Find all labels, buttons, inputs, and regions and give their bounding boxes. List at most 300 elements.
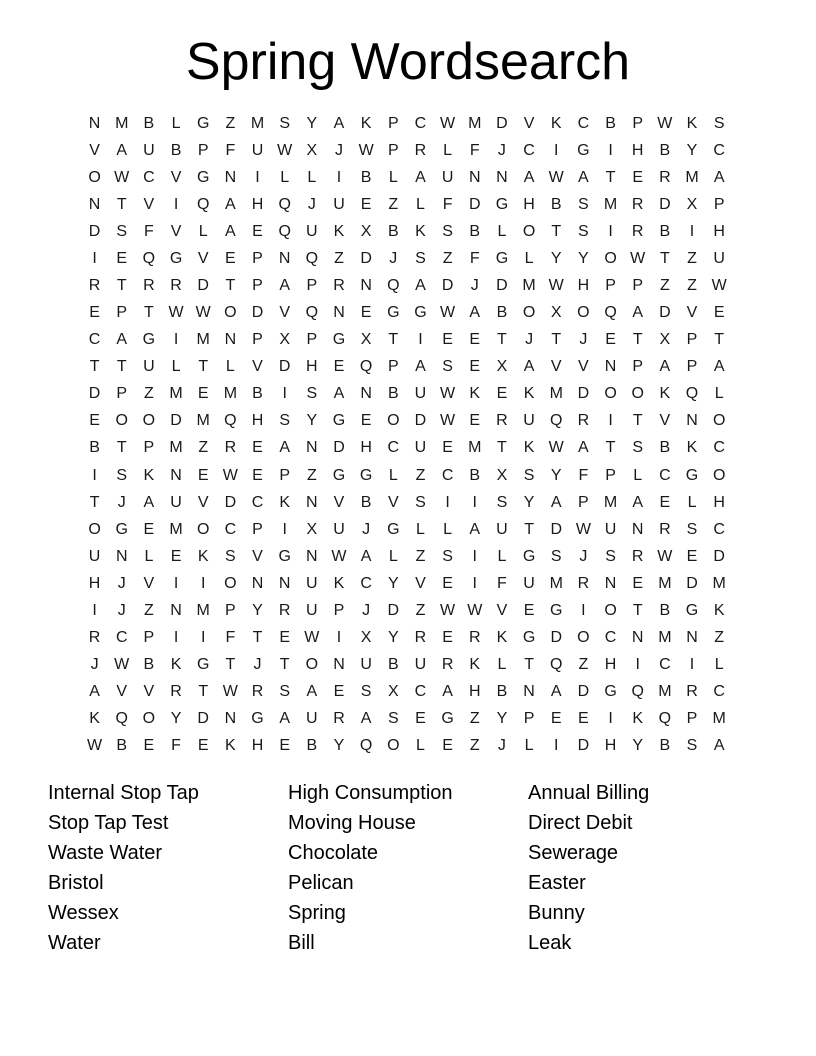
grid-letter: U <box>333 195 345 213</box>
grid-letter: T <box>524 520 534 538</box>
word-list-item: Moving House <box>288 811 416 834</box>
grid-letter: N <box>631 520 644 538</box>
grid-letter: M <box>658 683 672 701</box>
grid-letter: R <box>659 168 671 186</box>
grid-letter: Y <box>550 466 562 484</box>
grid-letter: S <box>686 520 698 538</box>
grid-letter: H <box>631 141 644 159</box>
grid-letter: U <box>306 574 318 592</box>
grid-letter: M <box>549 574 563 592</box>
grid-letter: Z <box>415 601 426 619</box>
grid-letter: I <box>200 629 206 647</box>
grid-letter: O <box>712 412 726 430</box>
grid-letter: T <box>551 331 562 349</box>
wordsearch-grid <box>81 110 733 760</box>
grid-letter: P <box>252 331 263 349</box>
grid-letter: Q <box>142 249 156 267</box>
grid-letter: I <box>336 629 342 647</box>
grid-letter: A <box>632 493 644 511</box>
grid-letter: T <box>632 601 643 619</box>
grid-letter: U <box>88 547 101 565</box>
grid-letter: E <box>442 331 453 349</box>
grid-letter: N <box>88 195 101 213</box>
grid-letter: D <box>577 385 590 403</box>
grid-letter: S <box>225 547 236 565</box>
grid-letter: G <box>577 141 590 159</box>
word-list-item: Bill <box>288 931 315 954</box>
grid-letter: C <box>659 466 671 484</box>
grid-letter: C <box>659 656 671 674</box>
word-list-item: Waste Water <box>48 841 163 864</box>
grid-letter: R <box>333 277 345 294</box>
grid-letter: P <box>116 385 128 403</box>
grid-letter: N <box>360 277 372 294</box>
grid-letter: W <box>87 737 103 755</box>
grid-letter: E <box>496 385 508 403</box>
grid-letter: Q <box>224 412 237 430</box>
grid-letter: H <box>713 493 725 511</box>
grid-letter: A <box>306 683 318 701</box>
grid-letter: C <box>115 629 128 647</box>
grid-letter: L <box>171 114 181 132</box>
grid-letter: H <box>306 358 318 376</box>
grid-letter: E <box>116 249 128 267</box>
grid-letter: I <box>689 656 695 674</box>
grid-letter: I <box>472 574 477 592</box>
grid-letter: R <box>577 574 590 592</box>
grid-letter: I <box>472 547 477 565</box>
grid-letter: A <box>469 520 481 538</box>
grid-letter: V <box>550 358 562 376</box>
grid-letter: A <box>713 737 725 755</box>
grid-letter: G <box>115 520 128 538</box>
grid-letter: H <box>251 737 264 755</box>
grid-letter: R <box>251 683 264 701</box>
grid-letter: R <box>441 656 454 674</box>
grid-letter: T <box>225 277 236 294</box>
grid-letter: G <box>332 466 346 484</box>
grid-letter: X <box>360 629 372 647</box>
grid-letter: G <box>196 656 210 674</box>
grid-letter: O <box>88 520 101 538</box>
grid-letter: W <box>168 304 184 322</box>
grid-letter: L <box>388 547 398 565</box>
grid-letter: L <box>443 141 453 159</box>
grid-letter: G <box>522 629 536 647</box>
grid-letter: Q <box>658 710 672 728</box>
grid-letter: C <box>604 629 617 647</box>
word-list-column <box>288 779 528 958</box>
grid-letter: Z <box>578 656 589 674</box>
grid-letter: V <box>387 493 399 511</box>
grid-letter: L <box>225 358 235 376</box>
grid-letter: F <box>144 222 154 240</box>
grid-letter: S <box>387 710 399 728</box>
grid-letter: V <box>279 304 290 322</box>
grid-letter: S <box>415 249 426 267</box>
grid-letter: N <box>496 168 508 186</box>
grid-letter: D <box>550 520 563 538</box>
word-list-item: Direct Debit <box>528 811 633 834</box>
grid-letter: P <box>252 249 263 267</box>
grid-letter: V <box>116 683 128 701</box>
grid-letter: P <box>306 277 318 294</box>
grid-letter: H <box>360 439 372 457</box>
grid-letter: Q <box>631 683 644 701</box>
grid-letter: U <box>496 520 508 538</box>
grid-letter: D <box>713 547 725 565</box>
grid-letter: D <box>496 114 508 132</box>
grid-letter: Y <box>306 412 318 430</box>
grid-letter: R <box>278 601 291 619</box>
grid-letter: P <box>116 304 128 322</box>
grid-letter: E <box>89 412 100 430</box>
grid-letter: G <box>332 331 346 349</box>
grid-letter: R <box>468 629 481 647</box>
grid-letter: W <box>331 547 347 565</box>
grid-letter: W <box>467 601 483 619</box>
grid-letter: S <box>686 737 698 755</box>
grid-letter: H <box>251 412 264 430</box>
grid-letter: B <box>659 141 671 159</box>
grid-letter: T <box>279 656 290 674</box>
grid-letter: U <box>604 520 617 538</box>
grid-letter: B <box>89 439 100 457</box>
grid-letter: A <box>578 439 589 457</box>
grid-letter: N <box>170 601 182 619</box>
grid-letter: O <box>387 737 400 755</box>
grid-letter: N <box>224 331 237 349</box>
word-list-column <box>528 779 768 958</box>
grid-letter: M <box>658 574 672 592</box>
grid-letter: Q <box>359 737 373 755</box>
grid-letter: J <box>362 520 371 538</box>
grid-letter: K <box>659 385 671 403</box>
grid-letter: G <box>332 412 346 430</box>
grid-letter: R <box>496 412 508 430</box>
grid-letter: O <box>577 629 590 647</box>
grid-letter: D <box>659 304 671 322</box>
grid-letter: G <box>251 710 264 728</box>
grid-letter: E <box>89 304 100 322</box>
grid-letter: S <box>279 412 290 430</box>
grid-letter: G <box>414 304 427 322</box>
grid-letter: M <box>223 385 238 403</box>
grid-letter: K <box>279 493 290 511</box>
grid-letter: K <box>333 574 345 592</box>
grid-letter: X <box>360 222 372 240</box>
grid-letter: F <box>469 141 480 159</box>
grid-letter: P <box>632 277 644 294</box>
grid-letter: E <box>197 466 209 484</box>
grid-letter: V <box>252 547 263 565</box>
grid-letter: I <box>92 249 97 267</box>
grid-letter: Y <box>686 141 698 159</box>
grid-letter: T <box>116 195 127 213</box>
grid-letter: A <box>469 304 481 322</box>
grid-letter: X <box>306 520 318 538</box>
grid-letter: A <box>116 141 128 159</box>
grid-letter: L <box>171 358 181 376</box>
grid-letter: K <box>496 629 508 647</box>
grid-letter: A <box>143 493 155 511</box>
grid-letter: I <box>255 168 260 186</box>
grid-letter: A <box>225 195 236 213</box>
grid-letter: X <box>279 331 290 349</box>
word-list-item: Spring <box>288 901 346 924</box>
grid-letter: K <box>713 601 725 619</box>
grid-letter: P <box>143 439 155 457</box>
grid-letter: R <box>170 277 182 294</box>
grid-letter: N <box>88 114 101 132</box>
grid-letter: I <box>472 493 477 511</box>
grid-letter: I <box>554 141 559 159</box>
grid-letter: I <box>689 222 695 240</box>
grid-letter: P <box>686 331 698 349</box>
grid-letter: Z <box>198 439 209 457</box>
grid-letter: U <box>713 249 725 267</box>
grid-letter: L <box>443 520 453 538</box>
grid-letter: W <box>222 466 238 484</box>
grid-letter: U <box>143 358 155 376</box>
grid-letter: P <box>197 141 209 159</box>
grid-letter: S <box>415 493 426 511</box>
word-list-column <box>48 779 288 958</box>
grid-letter: O <box>224 574 237 592</box>
grid-letter: H <box>468 683 481 701</box>
grid-letter: F <box>469 249 480 267</box>
grid-letter: O <box>224 304 237 322</box>
grid-letter: W <box>575 520 591 538</box>
grid-letter: G <box>278 547 291 565</box>
grid-letter: M <box>196 601 210 619</box>
grid-letter: P <box>252 277 263 294</box>
grid-letter: C <box>713 520 725 538</box>
word-list-item: Stop Tap Test <box>48 811 169 834</box>
word-list-item: Wessex <box>48 901 119 924</box>
grid-letter: B <box>170 141 182 159</box>
grid-letter: N <box>333 304 345 322</box>
grid-letter: E <box>333 358 345 376</box>
grid-letter: E <box>632 168 644 186</box>
grid-letter: J <box>117 601 126 619</box>
grid-letter: A <box>632 304 644 322</box>
grid-letter: A <box>89 683 100 701</box>
grid-letter: C <box>523 141 535 159</box>
grid-letter: R <box>631 222 644 240</box>
grid-letter: B <box>252 385 263 403</box>
word-list-item: Bristol <box>48 871 104 894</box>
grid-letter: G <box>196 114 210 132</box>
grid-letter: V <box>143 195 155 213</box>
grid-letter: O <box>604 249 617 267</box>
grid-letter: T <box>198 358 209 376</box>
grid-letter: L <box>687 493 697 511</box>
grid-letter: P <box>252 520 263 538</box>
grid-letter: D <box>387 601 400 619</box>
grid-letter: K <box>469 656 481 674</box>
word-list-item: Annual Billing <box>528 782 650 804</box>
grid-letter: N <box>306 439 318 457</box>
grid-letter: N <box>278 249 291 267</box>
grid-letter: E <box>360 195 372 213</box>
grid-letter: P <box>387 358 399 376</box>
grid-letter: D <box>659 195 671 213</box>
grid-letter: L <box>416 195 425 213</box>
grid-letter: O <box>387 412 400 430</box>
grid-letter: A <box>360 547 372 565</box>
grid-letter: C <box>143 168 155 186</box>
grid-letter: E <box>659 493 671 511</box>
grid-letter: Y <box>578 249 589 267</box>
grid-letter: R <box>686 683 698 701</box>
grid-letter: G <box>169 249 183 267</box>
grid-letter: A <box>279 277 290 294</box>
grid-letter: O <box>305 656 319 674</box>
grid-letter: T <box>388 331 399 349</box>
page-title: Spring Wordsearch <box>185 33 631 91</box>
grid-letter: B <box>469 466 481 484</box>
grid-letter: T <box>632 331 643 349</box>
grid-letter: O <box>196 520 210 538</box>
grid-letter: L <box>198 222 208 240</box>
grid-letter: O <box>604 601 617 619</box>
grid-letter: M <box>522 277 536 294</box>
grid-letter: I <box>173 331 179 349</box>
grid-letter: W <box>657 114 673 132</box>
grid-letter: B <box>387 385 399 403</box>
grid-letter: V <box>659 412 671 430</box>
grid-letter: P <box>632 114 644 132</box>
grid-letter: U <box>414 656 427 674</box>
grid-letter: E <box>170 547 182 565</box>
grid-letter: W <box>440 601 456 619</box>
grid-letter: I <box>200 574 206 592</box>
grid-letter: E <box>197 737 209 755</box>
grid-letter: J <box>579 331 588 349</box>
grid-letter: Z <box>415 547 426 565</box>
grid-letter: M <box>169 439 183 457</box>
grid-letter: D <box>550 629 563 647</box>
grid-letter: Q <box>196 195 210 213</box>
grid-letter: M <box>658 629 672 647</box>
grid-letter: S <box>360 683 372 701</box>
grid-letter: Z <box>306 466 317 484</box>
grid-letter: H <box>577 277 590 294</box>
grid-letter: W <box>548 168 564 186</box>
grid-letter: C <box>251 493 264 511</box>
grid-letter: T <box>632 412 643 430</box>
grid-letter: J <box>90 656 99 674</box>
grid-letter: E <box>252 439 263 457</box>
grid-letter: T <box>144 304 154 322</box>
grid-letter: M <box>468 439 482 457</box>
grid-letter: E <box>143 520 155 538</box>
grid-letter: F <box>442 195 453 213</box>
grid-letter: X <box>496 358 508 376</box>
grid-letter: E <box>550 710 562 728</box>
grid-letter: I <box>173 629 179 647</box>
grid-letter: K <box>686 114 698 132</box>
grid-letter: M <box>603 493 618 511</box>
grid-letter: A <box>279 710 290 728</box>
grid-letter: H <box>88 574 101 592</box>
grid-letter: Z <box>225 114 236 132</box>
grid-letter: S <box>306 385 318 403</box>
grid-letter: C <box>713 683 725 701</box>
grid-letter: S <box>578 195 589 213</box>
grid-letter: Z <box>388 195 399 213</box>
word-list-item: Easter <box>528 871 586 894</box>
word-list-item: Sewerage <box>528 841 619 864</box>
grid-letter: R <box>414 141 427 159</box>
grid-letter: Q <box>387 277 400 294</box>
grid-letter: G <box>495 195 509 213</box>
grid-letter: U <box>333 520 345 538</box>
grid-letter: L <box>497 656 507 674</box>
grid-letter: E <box>442 629 453 647</box>
grid-letter: F <box>171 737 181 755</box>
grid-letter: M <box>712 710 726 728</box>
grid-letter: Y <box>306 114 318 132</box>
grid-letter: B <box>116 737 128 755</box>
grid-letter: S <box>116 466 128 484</box>
grid-letter: M <box>115 114 129 132</box>
grid-letter: I <box>635 656 640 674</box>
grid-letter: V <box>578 358 589 376</box>
grid-letter: J <box>117 574 126 592</box>
grid-letter: T <box>116 277 127 294</box>
grid-letter: O <box>115 412 128 430</box>
grid-letter: Q <box>278 222 291 240</box>
grid-letter: N <box>604 358 617 376</box>
grid-letter: G <box>550 601 563 619</box>
grid-letter: E <box>279 737 290 755</box>
grid-letter: M <box>549 385 563 403</box>
grid-letter: Z <box>415 466 426 484</box>
grid-letter: T <box>497 331 507 349</box>
grid-letter: Q <box>685 385 699 403</box>
grid-letter: M <box>468 114 482 132</box>
grid-letter: E <box>279 629 290 647</box>
grid-letter: K <box>523 385 535 403</box>
grid-letter: W <box>195 304 211 322</box>
grid-letter: V <box>89 141 100 159</box>
grid-letter: U <box>306 710 318 728</box>
grid-letter: D <box>224 493 237 511</box>
grid-letter: X <box>306 141 318 159</box>
grid-letter: A <box>713 358 725 376</box>
grid-letter: E <box>143 737 155 755</box>
grid-letter: H <box>604 656 617 674</box>
grid-letter: C <box>224 520 237 538</box>
grid-letter: H <box>713 222 725 240</box>
grid-letter: P <box>143 629 155 647</box>
grid-letter: P <box>333 601 345 619</box>
grid-letter: D <box>414 412 427 430</box>
grid-letter: P <box>605 277 616 294</box>
grid-letter: T <box>605 439 616 457</box>
grid-letter: N <box>115 547 128 565</box>
grid-letter: Z <box>714 629 725 647</box>
grid-letter: I <box>173 574 179 592</box>
grid-letter: N <box>306 547 318 565</box>
grid-letter: J <box>362 601 371 619</box>
grid-letter: N <box>686 412 698 430</box>
grid-letter: B <box>306 737 318 755</box>
grid-letter: I <box>608 222 613 240</box>
grid-letter: W <box>114 168 130 186</box>
